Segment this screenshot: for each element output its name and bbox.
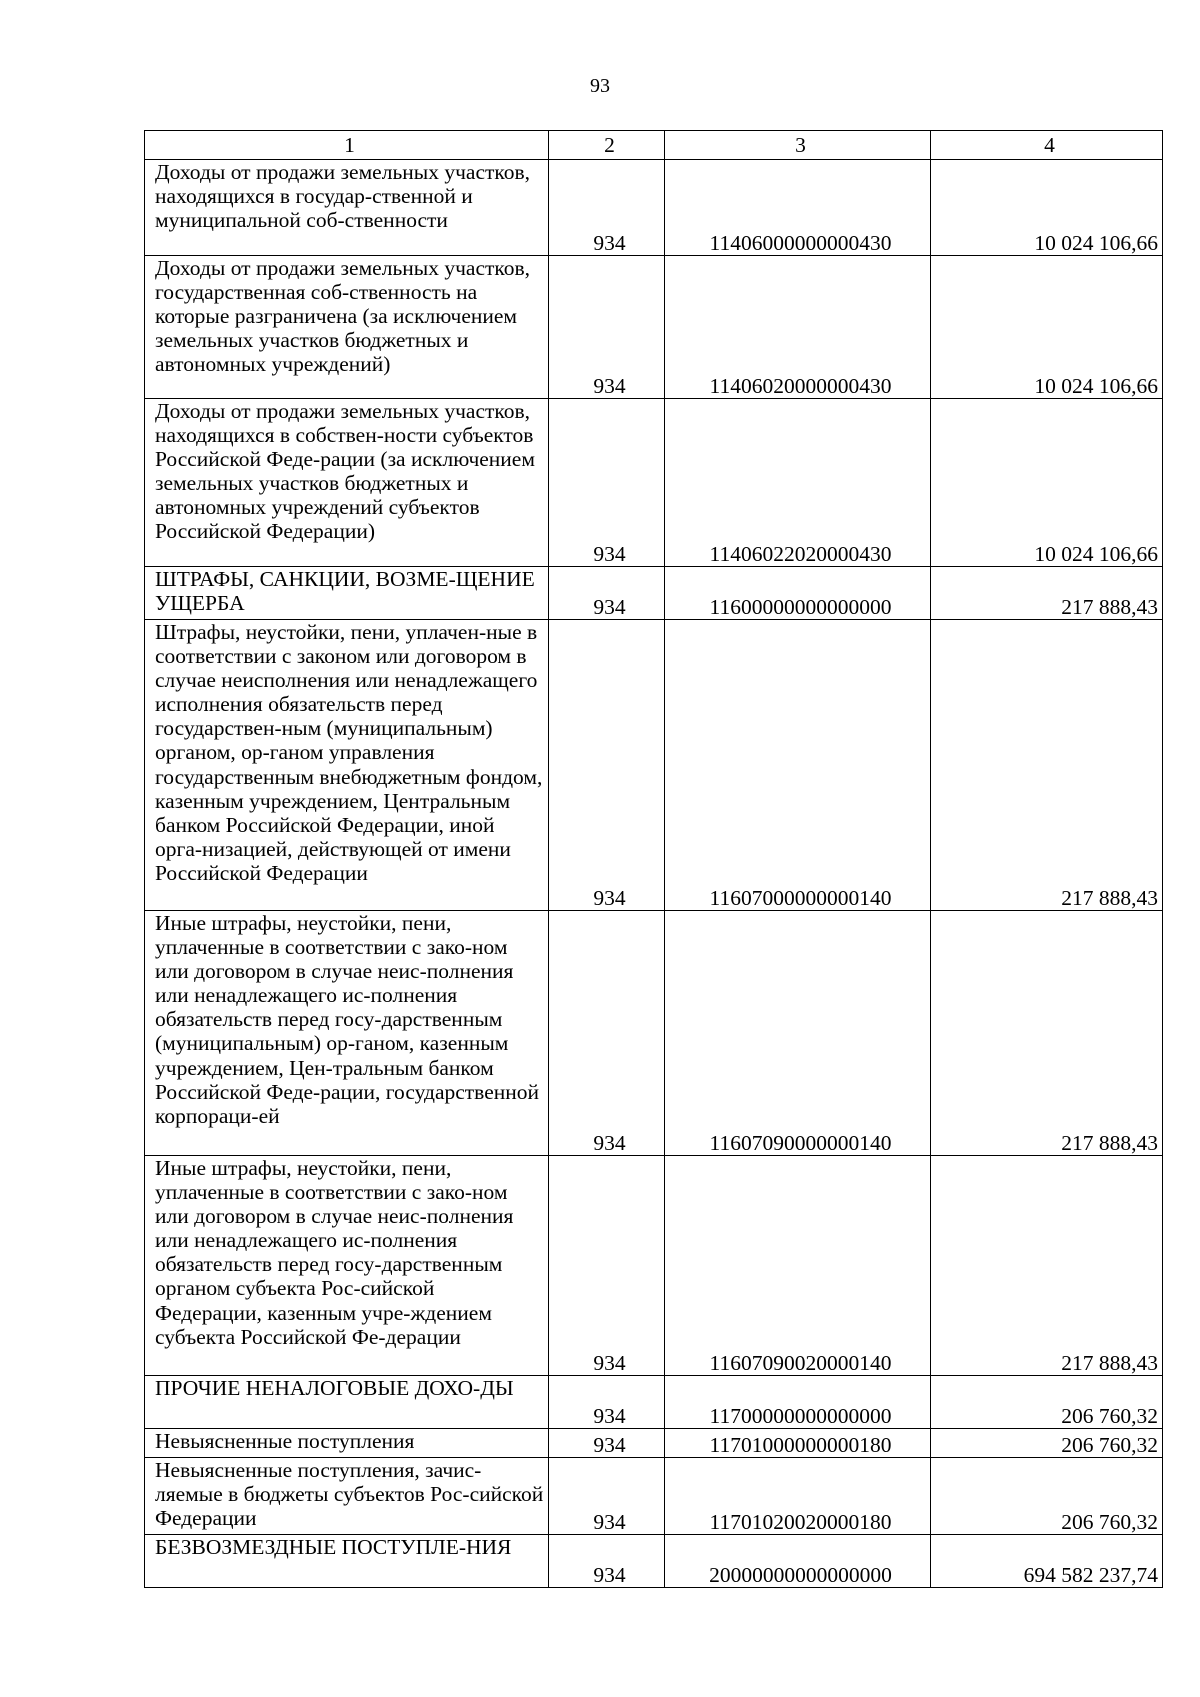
table-header-row	[145, 131, 1163, 160]
row-name: БЕЗВОЗМЕЗДНЫЕ ПОСТУПЛЕ-НИЯ	[145, 1535, 549, 1588]
row-admin-code: 934	[549, 1458, 665, 1535]
row-admin-code: 934	[549, 399, 665, 567]
row-amount: 217 888,43	[931, 567, 1163, 620]
table-row	[145, 567, 1163, 620]
row-classification-code: 11607000000000140	[665, 620, 931, 911]
row-name: Иные штрафы, неустойки, пени, уплаченные в соответствии с зако-ном или договором в случае неис-полнения или ненадлежащего ис-полнения обязательств перед госу-дарственным (муниципальным) ор-ганом, казенным учреждением, Цен-тральным банком Российской Феде-рации, государственной корпораци-ей	[145, 911, 549, 1156]
page-number: 93	[590, 75, 610, 97]
row-admin-code: 934	[549, 160, 665, 256]
row-amount: 217 888,43	[931, 620, 1163, 911]
row-classification-code: 11406000000000430	[665, 160, 931, 256]
row-classification-code: 11406020000000430	[665, 256, 931, 399]
row-name: Иные штрафы, неустойки, пени, уплаченные в соответствии с зако-ном или договором в случае неис-полнения или ненадлежащего ис-полнения обязательств перед госу-дарственным органом субъекта Рос-сийской Федерации, казенным учре-ждением субъекта Российской Фе-дерации	[145, 1156, 549, 1376]
row-classification-code: 11607090020000140	[665, 1156, 931, 1376]
table-row	[145, 256, 1163, 399]
row-classification-code: 11607090000000140	[665, 911, 931, 1156]
row-amount: 206 760,32	[931, 1458, 1163, 1535]
row-amount: 217 888,43	[931, 911, 1163, 1156]
table-row	[145, 1429, 1163, 1458]
row-name: Доходы от продажи земельных участков, государственная соб-ственность на которые разграничена (за исключением земельных участков бюджетных и автономных учреждений)	[145, 256, 549, 399]
row-name: ПРОЧИЕ НЕНАЛОГОВЫЕ ДОХО-ДЫ	[145, 1376, 549, 1429]
table-row	[145, 1376, 1163, 1429]
row-amount: 10 024 106,66	[931, 256, 1163, 399]
row-admin-code: 934	[549, 1156, 665, 1376]
row-classification-code: 11701020020000180	[665, 1458, 931, 1535]
row-amount: 217 888,43	[931, 1156, 1163, 1376]
table-row	[145, 620, 1163, 911]
row-name: Доходы от продажи земельных участков, находящихся в государ-ственной и муниципальной соб-ственности	[145, 160, 549, 256]
row-name: Невыясненные поступления	[145, 1429, 549, 1458]
row-name: ШТРАФЫ, САНКЦИИ, ВОЗМЕ-ЩЕНИЕ УЩЕРБА	[145, 567, 549, 620]
table-row	[145, 1458, 1163, 1535]
budget-revenue-table	[144, 130, 1163, 1588]
row-classification-code: 20000000000000000	[665, 1535, 931, 1588]
table-row	[145, 160, 1163, 256]
column-header-1: 1	[145, 131, 549, 160]
column-header-2: 2	[549, 131, 665, 160]
row-admin-code: 934	[549, 567, 665, 620]
row-amount: 10 024 106,66	[931, 160, 1163, 256]
row-admin-code: 934	[549, 1429, 665, 1458]
row-classification-code: 11600000000000000	[665, 567, 931, 620]
row-name: Доходы от продажи земельных участков, находящихся в собствен-ности субъектов Российской Феде-рации (за исключением земельных участков бюджетных и автономных учреждений субъектов Российской Федерации)	[145, 399, 549, 567]
row-admin-code: 934	[549, 620, 665, 911]
row-classification-code: 11406022020000430	[665, 399, 931, 567]
row-admin-code: 934	[549, 1535, 665, 1588]
row-amount: 206 760,32	[931, 1429, 1163, 1458]
table-row	[145, 1156, 1163, 1376]
table-row	[145, 911, 1163, 1156]
row-amount: 10 024 106,66	[931, 399, 1163, 567]
table-row	[145, 1535, 1163, 1588]
row-classification-code: 11700000000000000	[665, 1376, 931, 1429]
row-amount: 206 760,32	[931, 1376, 1163, 1429]
column-header-4: 4	[931, 131, 1163, 160]
table-row	[145, 399, 1163, 567]
row-admin-code: 934	[549, 911, 665, 1156]
row-name: Штрафы, неустойки, пени, уплачен-ные в соответствии с законом или договором в случае неисполнения или ненадлежащего исполнения обязательств перед государствен-ным (муниципальным) органом, ор-ганом управления государственным внебюджетным фондом, казенным учреждением, Центральным банком Российской Федерации, иной орга-низацией, действующей от имени Российской Федерации	[145, 620, 549, 911]
row-name: Невыясненные поступления, зачис-ляемые в бюджеты субъектов Рос-сийской Федерации	[145, 1458, 549, 1535]
row-amount: 694 582 237,74	[931, 1535, 1163, 1588]
row-classification-code: 11701000000000180	[665, 1429, 931, 1458]
row-admin-code: 934	[549, 1376, 665, 1429]
row-admin-code: 934	[549, 256, 665, 399]
column-header-3: 3	[665, 131, 931, 160]
